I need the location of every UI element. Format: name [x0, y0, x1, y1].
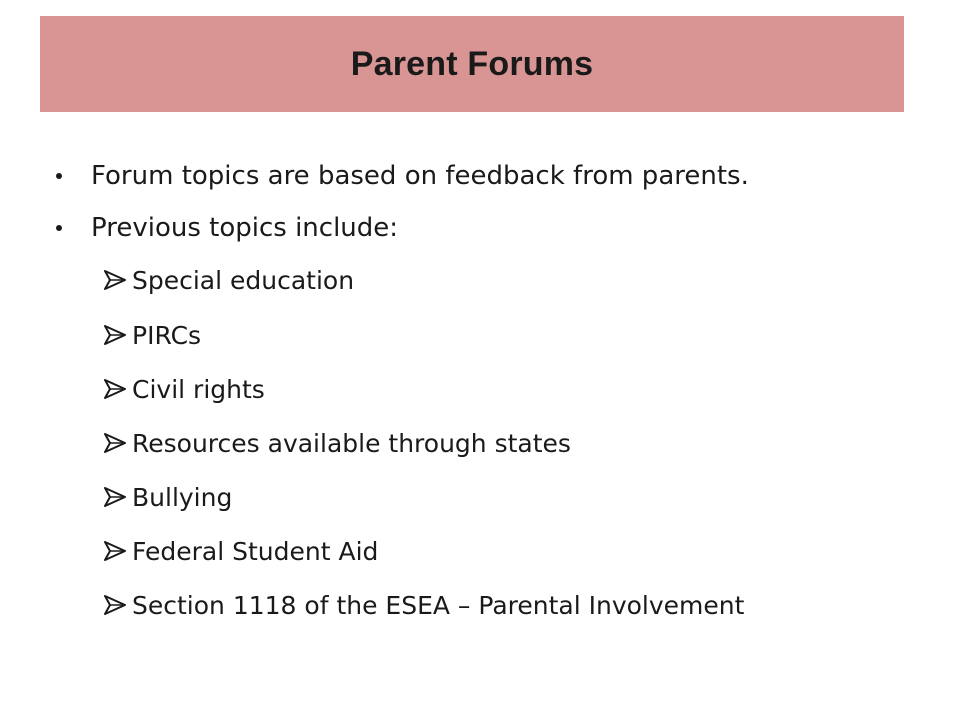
sub-bullet-text: Special education	[132, 265, 355, 295]
arrow-bullet-icon	[104, 325, 132, 345]
sub-bullet-item	[104, 585, 744, 625]
sub-bullet-text: Resources available through states	[132, 428, 571, 458]
sub-bullet-text: Bullying	[132, 482, 233, 512]
sub-bullet-item	[104, 531, 378, 571]
sub-bullet-item	[104, 315, 201, 355]
bullet-item	[56, 208, 398, 248]
arrow-bullet-icon	[104, 541, 132, 561]
sub-bullet-item	[104, 260, 354, 300]
slide-title: Parent Forums	[350, 44, 594, 83]
sub-bullet-text: Section 1118 of the ESEA – Parental Involvement	[132, 590, 745, 620]
arrow-bullet-icon	[104, 595, 132, 615]
arrow-bullet-icon	[104, 433, 132, 453]
sub-bullet-item	[104, 369, 265, 409]
sub-bullet-item	[104, 423, 571, 463]
bullet-item	[56, 156, 749, 196]
sub-bullet-text: Civil rights	[132, 374, 265, 404]
bullet-dot-icon	[56, 173, 62, 179]
sub-bullet-text: Federal Student Aid	[132, 536, 379, 566]
arrow-bullet-icon	[104, 379, 132, 399]
arrow-bullet-icon	[104, 270, 132, 290]
sub-bullet-item	[104, 477, 232, 517]
arrow-bullet-icon	[104, 487, 132, 507]
bullet-text: Previous topics include:	[91, 213, 399, 243]
bullet-text: Forum topics are based on feedback from parents.	[91, 161, 749, 191]
bullet-dot-icon	[56, 225, 62, 231]
sub-bullet-text: PIRCs	[132, 320, 202, 350]
